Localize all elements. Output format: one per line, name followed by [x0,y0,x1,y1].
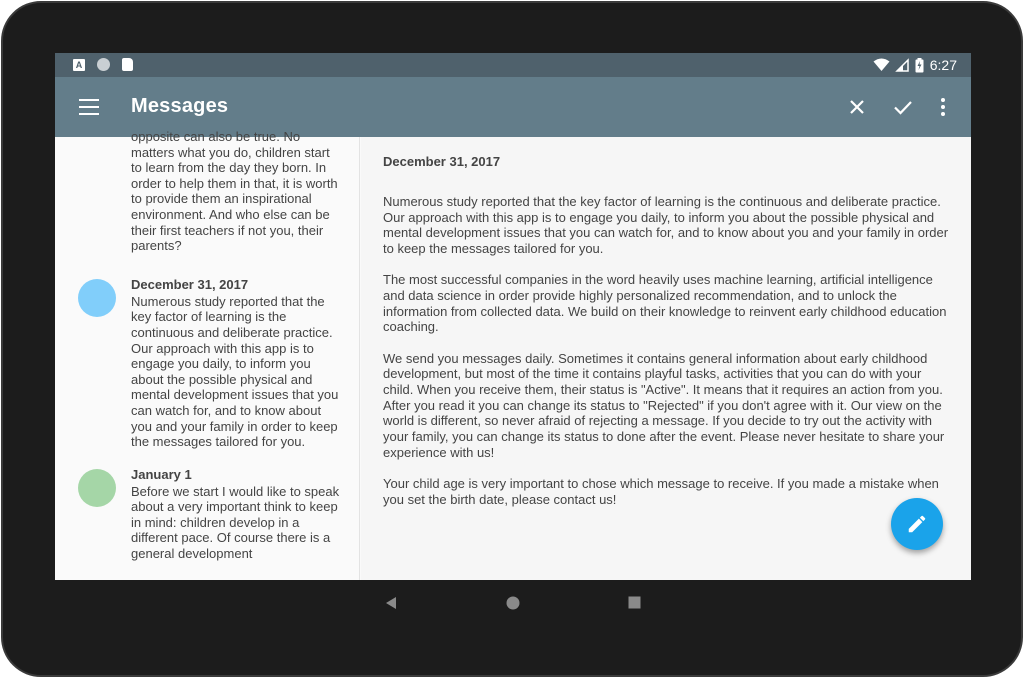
list-item-text: Before we start I would like to speak about a very important think to keep in mind: children develop in a different pace. Of course there is a general development [131,483,340,562]
sd-card-icon [122,58,133,71]
cell-signal-icon [896,59,909,72]
list-item-text: opposite can also be true. No matters what you do, children start to learn from the day they born. In order to help them in that, it is worth to provide them an inspirational environment. And who else can be their first teachers if not you, their parents? [131,129,338,254]
list-item-text: Numerous study reported that the key factor of learning is the continuous and deliberate practice. Our approach with this app is to engage you daily, to inform you about the possible physical and mental development issues that you can watch for, and to know about you and your family in order to keep the messages tailored for you. [131,293,339,450]
message-list[interactable] [55,129,360,580]
detail-paragraph: The most successful companies in the word heavily uses machine learning, artificial intelligence and data science in order provide highly personalized recommendation, and to unlock the information from collected data. We build on their knowledge to reinvent early childhood education coaching. [383,272,947,335]
app-bar [55,77,971,137]
status-time: 6:27 [929,57,957,73]
avatar [78,279,116,317]
avatar [78,469,116,507]
battery-charging-icon [915,58,924,73]
wifi-icon [873,58,890,72]
check-icon[interactable] [891,95,915,119]
list-item-date: December 31, 2017 [131,276,249,292]
edit-icon [906,513,928,535]
more-vert-icon[interactable] [931,95,955,119]
menu-icon[interactable] [79,99,99,115]
back-icon[interactable] [384,596,398,610]
list-item[interactable] [55,466,360,562]
list-item[interactable] [55,276,360,450]
list-item[interactable] [55,129,360,254]
system-nav-bar [0,580,1024,628]
list-item-date: January 1 [131,466,192,482]
detail-paragraph: Numerous study reported that the key factor of learning is the continuous and deliberate practice. Our approach with this app is to engage you daily, to inform you about the possible physical and mental development issues that you can watch for, and to know about you and your family in order to keep the messages tailored for you. [383,194,949,257]
edit-fab-button[interactable] [891,498,943,550]
app-screen [55,53,971,580]
page-title: Messages [131,95,229,117]
notification-circle-icon [97,58,110,71]
close-icon[interactable] [845,95,869,119]
home-icon[interactable] [506,596,520,610]
detail-date: December 31, 2017 [383,154,501,169]
notification-a-icon: A [73,59,85,71]
message-detail [361,137,971,580]
recents-icon[interactable] [628,596,641,609]
detail-paragraph: We send you messages daily. Sometimes it contains general information about early childhood development, but most of the time it contains playful tasks, activities that you can do with your child. When you receive them, their status is "Active". It means that it requires an action from you. After you read it you can change its status to "Rejected" if you don't agree with it. Our view on the world is different, so never afraid of rejecting a message. If you decide to try out the activity with your family, you can change its status to done after the event. Please never hesitate to share your experience with us! [383,350,945,460]
status-bar [55,53,971,77]
detail-paragraph: Your child age is very important to chose which message to receive. If you made a mistake when you set the birth date, please contact us! [383,476,939,507]
